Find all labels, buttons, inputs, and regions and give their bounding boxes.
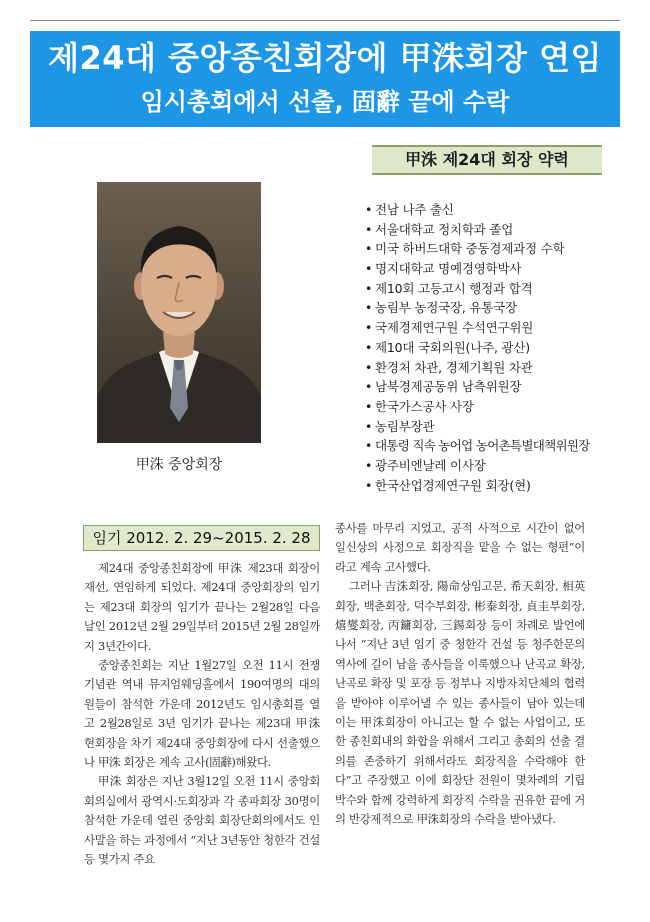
career-item: • 전남 나주 출신 [365, 202, 454, 217]
career-item: • 명지대학교 명예경영학박사 [365, 261, 522, 277]
article-paragraph: 종사를 마무리 지었고, 공적 사적으로 시간이 없어 일신상의 사정으로 회장직을 맡을 수 없는 형편”이라고 계속 고사했다. [335, 521, 585, 574]
career-item: • 제10회 고등고시 행정과 합격 [365, 280, 533, 296]
career-item: • 국제경제연구원 수석연구위원 [365, 320, 534, 336]
term-box: 임기 2012. 2. 29~2015. 2. 28 [83, 525, 320, 551]
article-paragraph: 중앙종친회는 지난 1월27일 오전 11시 전쟁기념관 역내 뮤지엄웨딩홀에서 190여명의 대의원들이 참석한 가운데 2012년도 임시총회를 열고 2월28일로 3년 임기가 끝나는 제23대 甲洙 현회장을 차기 제24대 중앙회장에 다시 선출했으나 甲洙 회장은 계속 고사(固辭)해왔다. [84, 658, 320, 770]
article-paragraph: 제24대 중앙종친회장에 甲洙 제23대 회장이 재선, 연임하게 되었다. 제24대 중앙회장의 임기는 제23대 회장의 임기가 끝나는 2월28일 다음날인 2012년 2월 29일부터 2015년 2월 28일까지 3년간이다. [84, 561, 320, 653]
career-item: • 서울대학교 정치학과 졸업 [365, 221, 514, 237]
portrait-illustration [97, 182, 261, 443]
headline: 제24대 중앙종친회장에 甲洙회장 연임 [48, 39, 602, 77]
career-item: • 한국산업경제연구원 회장(현) [365, 477, 531, 493]
article-left-column [84, 559, 320, 870]
career-item: • 미국 하버드대학 중동경제과정 수학 [365, 241, 565, 257]
top-rule [30, 20, 620, 21]
article-paragraph: 그러나 吉洙회장, 陽命상임고문, 希天회장, 相英회장, 백춘회장, 덕수부회장, 彬泰회장, 貞圭부회장, 熺燮회장, 丙鏞회장, 三錫회장 등이 차례로 발언에 나서 “지난 3년 임기 중 청한각 건설 등 청주한문의 역사에 길이 남을 종사들을 이룩했으나 난곡교 확장, 난곡로 확장 및 포장 등 정부나 지방자치단체의 협력을 받아야 이루어낼 수 있는 종사들이 남아 있는데 이는 甲洙회장이 아니고는 할 수 없는 사업이고, 또한 종친회내의 화합을 위해서 그리고 총회의 선출 결의를 존중하기 위해서라도 회장직을 수락해야 한다”고 주장했고 이에 회장단 전원이 몇차례의 기립박수와 함께 강력하게 회장직 수락을 권유한 끝에 거의 반강제적으로 甲洙회장의 수락을 받아냈다. [335, 579, 585, 827]
headline-banner [30, 31, 620, 127]
career-item: • 농림부 농정국장, 유통국장 [365, 300, 517, 316]
career-item: • 한국가스공사 사장 [365, 398, 474, 414]
subheadline: 임시총회에서 선출, 固辭 끝에 수락 [140, 88, 510, 116]
career-item: • 제10대 국회의원(나주, 광산) [365, 339, 530, 355]
career-item: • 대통령 직속 농어업 농어촌특별대책위원장 [365, 438, 590, 454]
career-title: 甲洙 제24대 회장 약력 [372, 145, 602, 175]
career-item: • 광주비엔날레 이사장 [365, 457, 486, 473]
career-list [365, 200, 630, 495]
career-item: • 남북경제공동위 남측위원장 [365, 379, 522, 395]
article-paragraph: 甲洙 회장은 지난 3월12일 오전 11시 중앙회 회의실에서 광역시·도회장과 각 종파회장 30명이 참석한 가운데 열린 중앙회 회장단회의에서도 인사말을 하는 과정에서 “지난 3년동안 청한각 건설 등 몇가지 주요 [84, 774, 320, 867]
photo-caption: 甲洙 중앙회장 [135, 457, 223, 473]
portrait-photo [97, 182, 261, 443]
career-item: • 환경처 차관, 경제기획원 차관 [365, 359, 533, 375]
article-right-column [335, 519, 585, 830]
career-item: • 농림부장관 [365, 418, 435, 434]
